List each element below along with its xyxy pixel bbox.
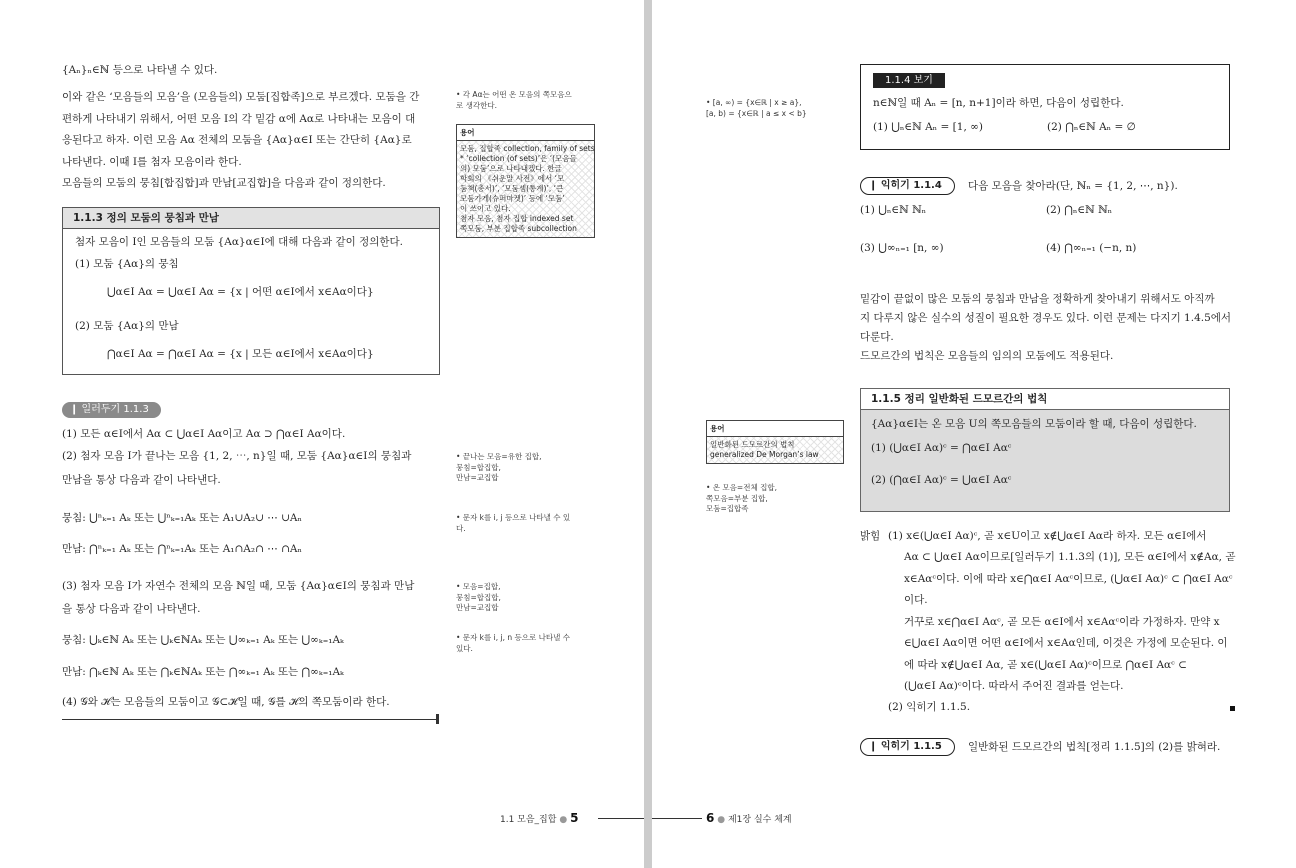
proof-line: Aα ⊂ ⋃α∈I Aα이므로[일러두기 1.1.3의 (1)], 모든 α∈I에서 x∉Aα, 곧	[904, 551, 1236, 563]
theorem-title: 1.1.5 정리 일반화된 드모르간의 법칙	[861, 389, 1229, 410]
right-page	[652, 0, 1296, 868]
theorem-box	[860, 388, 1230, 512]
intro-line: 모음들의 모둠의 뭉침[합집합]과 만남[교집합]을 다음과 같이 정의한다.	[62, 177, 386, 189]
remark-line: 만남: ⋂ₖ∈ℕ Aₖ 또는 ⋂ₖ∈ℕAₖ 또는 ⋂∞ₖ₌₁ Aₖ 또는 ⋂∞ₖ₌₁Aₖ	[62, 666, 344, 678]
body-paragraph	[860, 290, 1231, 366]
section-end-rule	[62, 719, 438, 720]
term-box-head: 용어	[707, 421, 843, 437]
proof-line: 이다.	[904, 594, 928, 606]
theorem-item: (1) (⋃α∈I Aα)ᶜ = ⋂α∈I Aαᶜ	[871, 442, 1012, 454]
theorem-body	[861, 410, 1229, 511]
remark-line: 뭉침: ⋃ₖ∈ℕ Aₖ 또는 ⋃ₖ∈ℕAₖ 또는 ⋃∞ₖ₌₁ Aₖ 또는 ⋃∞ₖ₌₁Aₖ	[62, 634, 344, 646]
end-of-proof-mark	[1230, 706, 1235, 711]
term-line: 의) 모둠’으로 나타내겠다. 한글	[460, 164, 562, 173]
proof-label: 밝힘	[860, 530, 881, 542]
side-note	[706, 483, 777, 515]
term-box-body	[707, 437, 843, 463]
side-note-line: 로 생각한다.	[456, 100, 497, 110]
body-line: 밑감이 끝없이 많은 모둠의 뭉침과 만남을 정확하게 찾아내기 위해서도 아직까	[860, 293, 1215, 305]
intro-line: 편하게 나타내기 위해서, 어떤 모음 I의 각 밑감 α에 Aα로 나타내는 모음이 대	[62, 112, 416, 125]
side-note-line: 뭉침=합집합,	[456, 592, 501, 602]
remark-line: (2) 첨자 모음 I가 끝나는 모음 {1, 2, ⋯, n}일 때, 모둠 {Aα}α∈I의 뭉침과	[62, 450, 412, 462]
term-line: 둠책(총서)’, ‘모둠셈(통계)’, ‘큰	[460, 184, 564, 193]
remark-line: 을 통상 다음과 같이 나타낸다.	[62, 603, 201, 615]
proof-line: (1) x∈(⋃α∈I Aα)ᶜ, 곧 x∈U이고 x∉⋃α∈I Aα라 하자. 모든 α∈I에서	[888, 530, 1207, 542]
side-note	[456, 90, 572, 111]
side-note-line: 만남=교집합	[456, 473, 499, 482]
remark-line: 만남을 통상 다음과 같이 나타낸다.	[62, 474, 221, 486]
term-line: generalized De Morgan’s law	[710, 450, 819, 459]
proof-line: (⋃α∈I Aα)ᶜ이다. 따라서 주어진 결과를 얻는다.	[904, 680, 1124, 692]
page-number: 5	[570, 811, 579, 825]
exercise-item: (2) ⋂ₙ∈ℕ ℕₙ	[1046, 204, 1113, 216]
definition-box	[62, 207, 440, 375]
side-note-line: 쪽모음=부분 집합,	[706, 493, 768, 503]
exercise-item: (3) ⋃∞ₙ₌₁ [n, ∞)	[860, 242, 944, 254]
intro-paragraph	[62, 87, 419, 195]
example-line: n∈ℕ일 때 Aₙ = [n, n+1]이라 하면, 다음이 성립한다.	[873, 97, 1124, 109]
exercise-prompt: 다음 모음을 찾아라(단, ℕₙ = {1, 2, ⋯, n}).	[968, 180, 1178, 192]
side-note	[706, 98, 807, 119]
definition-formula: ⋂α∈I Aα = ⋂α∈I Aα = {x | 모든 α∈I에서 x∈Aα이다}	[107, 348, 374, 360]
page-number: 6	[706, 811, 715, 825]
body-line: 지 다루지 않은 실수의 성질이 필요한 경우도 있다. 이런 문제는 다지기 1.4.5에서	[860, 312, 1232, 324]
exercise-prompt: 일반화된 드모르간의 법칙[정리 1.1.5]의 (2)를 밝혀라.	[968, 741, 1221, 753]
side-note-line: • 문자 k를 i, j, n 등으로 나타낼 수	[456, 633, 570, 642]
footer-dot: ●	[717, 815, 726, 825]
side-note	[456, 633, 570, 654]
side-note-line: • 끝나는 모음=유한 집합,	[456, 452, 542, 461]
intro-line: 이와 같은 ‘모음들의 모음’을 (모음들의) 모둠[집합족]으로 부르겠다. 모둠을 간	[62, 91, 420, 103]
exercise-pill: ❙ 익히기 1.1.4	[860, 177, 955, 195]
remark-line: (1) 모든 α∈I에서 Aα ⊂ ⋃α∈I Aα이고 Aα ⊃ ⋂α∈I Aα이다.	[62, 428, 346, 440]
term-box	[706, 420, 844, 464]
remark-line: (4) 𝒢와 ℋ는 모음들의 모둠이고 𝒢⊂ℋ일 때, 𝒢를 ℋ의 쪽모둠이라 한다.	[62, 696, 390, 708]
exercise-item: (1) ⋃ₙ∈ℕ ℕₙ	[860, 204, 927, 216]
body-line: 드모르간의 법칙은 모음들의 임의의 모둠에도 적용된다.	[860, 350, 1114, 362]
remark-line: (3) 첨자 모음 I가 자연수 전체의 모음 ℕ일 때, 모둠 {Aα}α∈I의 뭉침과 만남	[62, 580, 415, 592]
example-box	[860, 64, 1230, 150]
exercise-item: (4) ⋂∞ₙ₌₁ (−n, n)	[1046, 242, 1137, 254]
example-tag: 1.1.4 보기	[873, 73, 945, 88]
term-box-head: 용어	[457, 125, 594, 141]
example-item: (2) ⋂ₙ∈ℕ Aₙ = ∅	[1047, 121, 1136, 133]
side-note-line: • 문자 k를 i, j 등으로 나타낼 수 있	[456, 513, 571, 522]
footer-rule	[652, 818, 702, 819]
side-note-line: 있다.	[456, 643, 473, 653]
proof-line: x∈Aαᶜ이다. 이에 따라 x∈⋂α∈I Aαᶜ이므로, (⋃α∈I Aα)ᶜ ⊂ ⋂α∈I Aαᶜ	[904, 573, 1233, 585]
proof-line: 에 따라 x∉⋃α∈I Aα, 곧 x∈(⋃α∈I Aα)ᶜ이므로 ⋂α∈I Aαᶜ ⊂	[904, 659, 1187, 671]
side-note	[456, 582, 501, 614]
intro-line: 나타낸다. 이때 I를 첨자 모음이라 한다.	[62, 155, 242, 168]
book-spine	[644, 0, 652, 868]
footer-dot: ●	[559, 815, 568, 825]
section-end-mark	[436, 714, 439, 724]
exercise-pill: ❙ 익히기 1.1.5	[860, 738, 955, 756]
side-note-line: • 각 Aα는 어떤 온 모음의 쪽모음으	[456, 90, 572, 99]
remark-pill: ❙ 일러두기 1.1.3	[62, 402, 161, 418]
footer-chapter: 제1장 실수 체계	[727, 815, 792, 825]
theorem-line: {Aα}α∈I는 온 모음 U의 쪽모음들의 모둠이라 할 때, 다음이 성립한다.	[871, 418, 1197, 430]
example-item: (1) ⋃ₙ∈ℕ Aₙ = [1, ∞)	[873, 121, 983, 133]
proof-line: 거꾸로 x∈⋂α∈I Aαᶜ, 곧 모든 α∈I에서 x∈Aαᶜ이라 가정하자. 만약 x	[904, 616, 1220, 628]
side-note-line: • [a, ∞) = {x∈ℝ | x ≥ a},	[706, 98, 802, 107]
term-box-body	[457, 141, 594, 237]
definition-line: 첨자 모음이 I인 모음들의 모둠 {Aα}α∈I에 대해 다음과 같이 정의한다.	[75, 236, 404, 248]
term-line: 첨자 모음, 첨자 집합 indexed set	[460, 214, 574, 223]
term-line: 학회의 《쉬운말 사전》에서 ‘모	[460, 174, 565, 183]
proof-line: ∈⋃α∈I Aα이면 어떤 α∈I에서 x∈Aα인데, 이것은 가정에 모순된다. 이	[904, 637, 1228, 649]
right-footer	[706, 810, 792, 828]
side-note-line: [a, b) = {x∈ℝ | a ≤ x < b}	[706, 108, 807, 118]
side-note-line: 모둠=집합족	[706, 504, 749, 513]
term-line: 모둠가게(슈퍼마켓)’ 등에 ‘모둠’	[460, 194, 565, 203]
theorem-item: (2) (⋂α∈I Aα)ᶜ = ⋃α∈I Aαᶜ	[871, 474, 1012, 486]
proof-line: (2) 익히기 1.1.5.	[888, 701, 971, 713]
term-box	[456, 124, 595, 238]
term-line: 이 쓰이고 있다.	[460, 204, 511, 213]
left-footer	[500, 810, 578, 828]
term-line: 일반화된 드모르간의 법칙	[710, 440, 795, 449]
definition-line: (1) 모둠 {Aα}의 뭉침	[75, 258, 179, 270]
remark-line: 만남: ⋂ⁿₖ₌₁ Aₖ 또는 ⋂ⁿₖ₌₁Aₖ 또는 A₁∩A₂∩ ⋯ ∩Aₙ	[62, 543, 302, 555]
footer-rule	[598, 818, 644, 819]
side-note-line: • 온 모음=전체 집합,	[706, 483, 777, 492]
remark-line: 뭉침: ⋃ⁿₖ₌₁ Aₖ 또는 ⋃ⁿₖ₌₁Aₖ 또는 A₁∪A₂∪ ⋯ ∪Aₙ	[62, 512, 302, 524]
term-line: * ‘collection (of sets)’은 ‘(모음들	[460, 154, 577, 163]
definition-formula: ⋃α∈I Aα = ⋃α∈I Aα = {x | 어떤 α∈I에서 x∈Aα이다}	[107, 286, 374, 298]
term-line: 모둠, 집합족 collection, family of sets	[460, 144, 595, 153]
left-page	[0, 0, 644, 868]
side-note-line: 다.	[456, 523, 466, 533]
footer-section: 1.1 모음_집합	[500, 815, 557, 825]
definition-line: (2) 모둠 {Aα}의 만남	[75, 320, 179, 332]
side-note	[456, 513, 570, 534]
top-line: {Aₙ}ₙ∈ℕ 등으로 나타낼 수 있다.	[62, 64, 218, 76]
term-line: 쪽모둠, 부분 집합족 subcollection	[460, 224, 577, 233]
side-note	[456, 452, 541, 484]
definition-title: 1.1.3 정의 모둠의 뭉침과 만남	[63, 208, 439, 229]
side-note-line: • 모음=집합,	[456, 582, 501, 591]
side-note-line: 뭉침=합집합,	[456, 462, 501, 472]
side-note-line: 만남=교집합	[456, 603, 499, 612]
body-line: 다룬다.	[860, 331, 894, 343]
intro-line: 응된다고 하자. 이런 모음 Aα 전체의 모둠을 {Aα}α∈I 또는 간단히 {Aα}로	[62, 134, 412, 146]
